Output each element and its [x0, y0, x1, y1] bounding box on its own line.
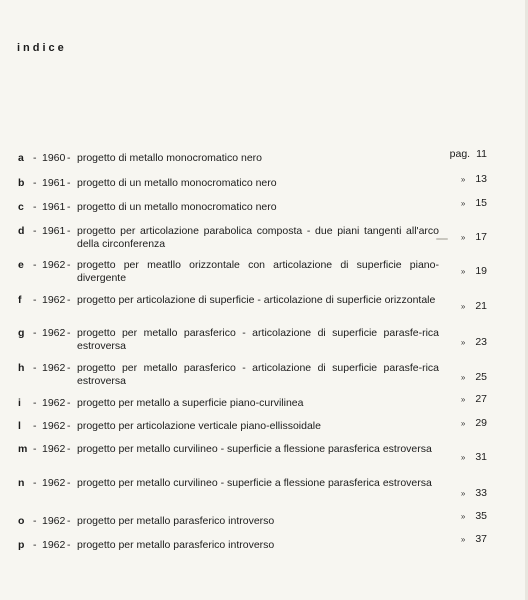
entry-separator: - — [67, 201, 71, 213]
entry-separator: - — [33, 443, 37, 455]
entry-letter: l — [18, 420, 21, 432]
ditto-mark: » — [460, 338, 466, 347]
entry-separator: - — [67, 294, 71, 306]
entry-page-number: 35 — [475, 510, 487, 522]
entry-year: 1962 — [42, 259, 66, 271]
ditto-mark: » — [460, 302, 466, 311]
entry-page-ref — [461, 300, 487, 312]
entry-page-ref — [461, 393, 487, 405]
entry-description: progetto per metallo a superficie piano-curvilinea — [77, 397, 304, 409]
ditto-mark: » — [460, 175, 466, 184]
entry-year: 1961 — [42, 225, 66, 237]
ditto-mark: » — [460, 373, 466, 382]
entry-page-ref — [461, 417, 487, 429]
entry-separator: - — [33, 225, 37, 237]
entry-separator: - — [33, 477, 37, 489]
entry-separator: - — [67, 420, 71, 432]
entry-description: progetto per metallo parasferico introverso — [77, 515, 275, 527]
entry-description: progetto per articolazione di superficie - articolazione di superficie orizzontale — [77, 294, 436, 306]
entry-letter: e — [18, 259, 24, 271]
entry-separator: - — [33, 420, 37, 432]
entry-year: 1962 — [42, 515, 66, 527]
entry-year: 1962 — [42, 362, 66, 374]
entry-page-ref — [461, 173, 487, 185]
entry-description: progetto di un metallo monocromatico nero — [77, 201, 277, 213]
page-title: indice — [17, 42, 67, 54]
entry-letter: b — [18, 177, 25, 189]
entry-separator: - — [33, 201, 37, 213]
entry-year: 1962 — [42, 397, 66, 409]
entry-description: progetto per metallo parasferico introverso — [77, 539, 275, 551]
page-label: pag. — [449, 148, 471, 160]
ditto-mark: » — [460, 453, 466, 462]
entry-year: 1961 — [42, 201, 66, 213]
entry-description: progetto per articolazione verticale piano-ellissoidale — [77, 420, 321, 432]
entry-page-number: 11 — [476, 148, 487, 160]
entry-separator: - — [67, 477, 71, 489]
entry-page-number: 21 — [475, 300, 487, 312]
entry-separator: - — [67, 443, 71, 455]
entry-page-ref — [461, 371, 487, 383]
entry-letter: f — [18, 294, 22, 306]
entry-page-ref — [461, 197, 487, 209]
entry-page-ref — [450, 148, 487, 160]
entry-page-number: 15 — [475, 197, 487, 209]
entry-description: progetto per metallo curvilineo - superficie a flessione parasferica estroversa — [77, 477, 432, 489]
entry-page-number: 33 — [475, 487, 487, 499]
entry-separator: - — [33, 362, 37, 374]
entry-separator: - — [67, 259, 71, 271]
entry-year: 1962 — [42, 477, 66, 489]
entry-letter: o — [18, 515, 25, 527]
entry-page-number: 19 — [475, 265, 487, 277]
ditto-mark: » — [460, 199, 466, 208]
entry-separator: - — [67, 515, 71, 527]
entry-letter: i — [18, 397, 21, 409]
entry-letter: n — [18, 477, 25, 489]
entry-separator: - — [33, 539, 37, 551]
entry-page-number: 37 — [475, 533, 487, 545]
entry-letter: c — [18, 201, 24, 213]
ditto-mark: » — [460, 512, 466, 521]
entry-page-ref — [461, 510, 487, 522]
print-smudge — [436, 238, 448, 240]
entry-separator: - — [33, 327, 37, 339]
entry-letter: m — [18, 443, 28, 455]
entry-letter: g — [18, 327, 25, 339]
entry-separator: - — [67, 177, 71, 189]
entry-letter: p — [18, 539, 25, 551]
entry-page-number: 29 — [475, 417, 487, 429]
entry-letter: d — [18, 225, 25, 237]
entry-year: 1962 — [42, 420, 66, 432]
entry-year: 1961 — [42, 177, 66, 189]
entry-page-ref — [461, 336, 487, 348]
entry-description: progetto di metallo monocromatico nero — [77, 152, 263, 164]
entry-page-number: 17 — [475, 231, 487, 243]
entry-separator: - — [67, 225, 71, 237]
entry-separator: - — [33, 294, 37, 306]
entry-letter: h — [18, 362, 25, 374]
entry-page-ref — [461, 265, 487, 277]
ditto-mark: » — [460, 395, 466, 404]
entry-separator: - — [67, 397, 71, 409]
entry-description: progetto di un metallo monocromatico nero — [77, 177, 277, 189]
entry-description: progetto per metallo parasferico - articolazione di superficie parasfe-rica estroversa — [77, 327, 439, 352]
ditto-mark: » — [460, 535, 466, 544]
entry-description: progetto per metallo curvilineo - superficie a flessione parasferica estroversa — [77, 443, 432, 455]
entry-year: 1962 — [42, 294, 66, 306]
entry-page-number: 31 — [475, 451, 487, 463]
ditto-mark: » — [460, 267, 466, 276]
entry-separator: - — [33, 397, 37, 409]
entry-page-number: 13 — [475, 173, 487, 185]
entry-year: 1960 — [42, 152, 66, 164]
ditto-mark: » — [460, 233, 466, 242]
ditto-mark: » — [460, 489, 466, 498]
entry-separator: - — [67, 539, 71, 551]
entry-year: 1962 — [42, 327, 66, 339]
entry-separator: - — [33, 515, 37, 527]
entry-description: progetto per metallo parasferico - articolazione di superficie parasfe-rica estroversa — [77, 362, 439, 387]
entry-separator: - — [67, 362, 71, 374]
entry-year: 1962 — [42, 443, 66, 455]
entry-page-ref — [461, 451, 487, 463]
entry-page-ref — [461, 487, 487, 499]
entry-page-number: 25 — [475, 371, 487, 383]
entry-separator: - — [33, 259, 37, 271]
entry-separator: - — [67, 327, 71, 339]
entry-description: progetto per meatllo orizzontale con articolazione di superficie piano-divergente — [77, 259, 439, 284]
entry-page-number: 23 — [475, 336, 487, 348]
entry-letter: a — [18, 152, 24, 164]
entry-separator: - — [33, 152, 37, 164]
entry-separator: - — [67, 152, 71, 164]
entry-page-ref — [461, 533, 487, 545]
entry-page-ref — [461, 231, 487, 243]
entry-separator: - — [33, 177, 37, 189]
ditto-mark: » — [460, 419, 466, 428]
entry-year: 1962 — [42, 539, 66, 551]
entry-page-number: 27 — [475, 393, 487, 405]
entry-description: progetto per articolazione parabolica composta - due piani tangenti all'arco della circonferenza — [77, 225, 439, 250]
